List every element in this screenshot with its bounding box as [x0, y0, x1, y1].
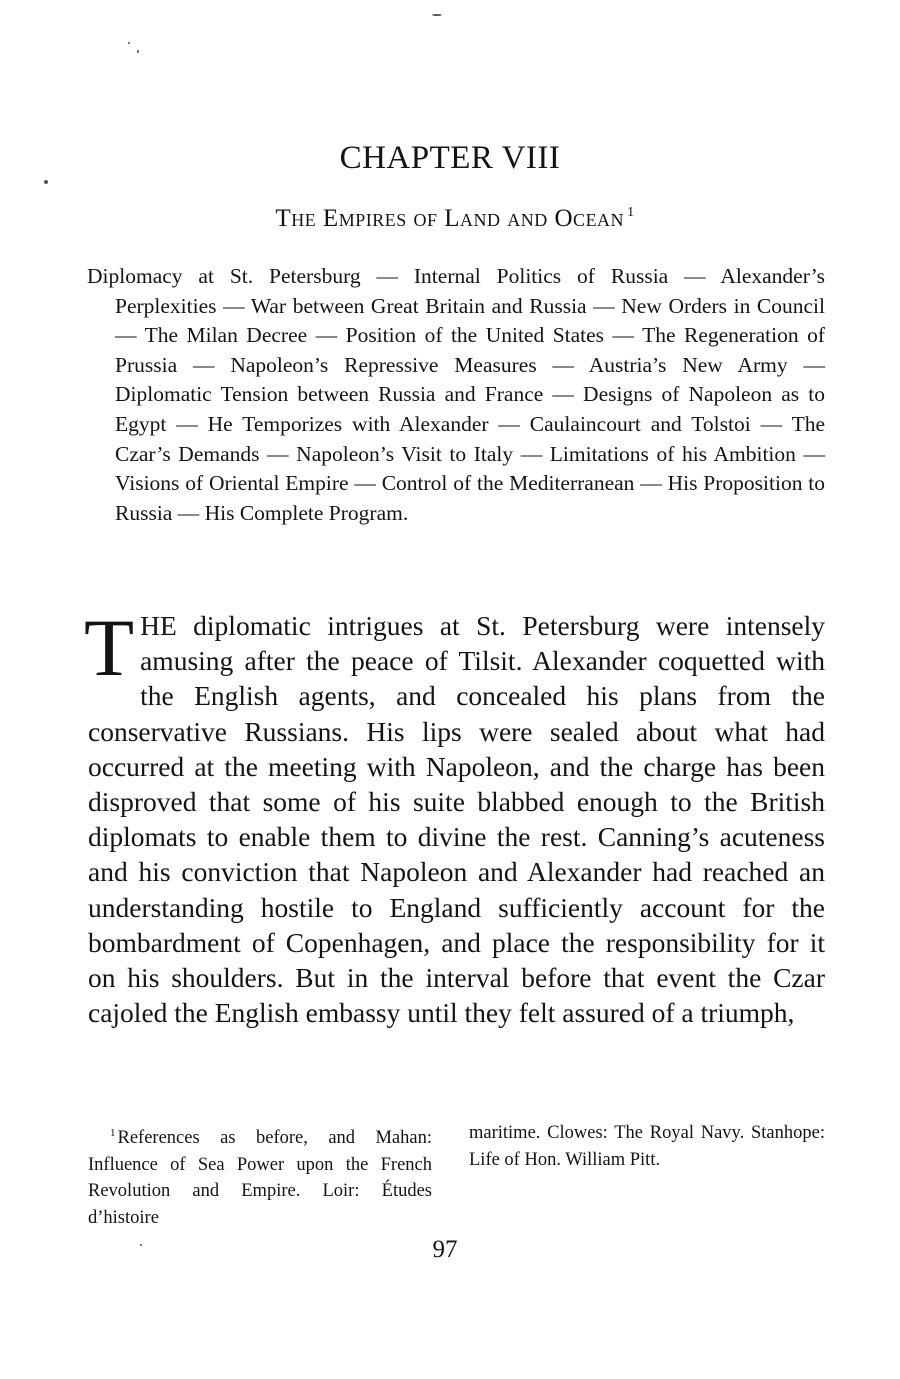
chapter-title-text: The Empires of Land and Ocean [275, 205, 625, 232]
chapter-heading: CHAPTER VIII [339, 140, 561, 176]
scan-speck [128, 42, 130, 44]
body-paragraph [84, 602, 825, 1030]
scan-speck [137, 50, 139, 53]
footnote [88, 1120, 825, 1231]
scan-speck [44, 180, 48, 184]
footnote-marker: 1 [110, 1127, 116, 1139]
footnote-left-text: References as before, and Mahan: Influence of Sea Power upon the French Revolution and Empire. Loir: Études d’histoire [88, 1128, 432, 1228]
chapter-summary: Diplomacy at St. Petersburg — Internal Politics of Russia — Alexander’s Perplexities — War between Great Britain and Russia — New Orders in Council — The Milan Decree — Position of the United States — The Regeneration of Prussia — Napoleon’s Repressive Measures — Austria’s New Army — Diplomatic Tension between Russia and France — Designs of Napoleon as to Egypt — He Temporizes with Alexander — Caulaincourt and Tolstoi — The Czar’s Demands — Napoleon’s Visit to Italy — Limitations of his Ambition — Visions of Oriental Empire — Control of the Mediterranean — His Proposition to Russia — His Complete Program. [87, 264, 825, 525]
footnote-right-column: maritime. Clowes: The Royal Navy. Stanhope: Life of Hon. William Pitt. [469, 1123, 825, 1170]
page-number: 97 [432, 1236, 458, 1263]
scan-speck [432, 14, 442, 16]
chapter-title [0, 205, 900, 233]
footnote-left-column [88, 1120, 432, 1231]
drop-cap: T [84, 602, 135, 693]
footnote-reference: 1 [627, 205, 635, 220]
body-text: HE diplomatic intrigues at St. Petersburg were intensely amusing after the peace of Tilsit. Alexander coquetted with the English agents, and concealed his plans from the conservative Russians. His lips were sealed about what had occurred at the meeting with Napoleon, and the charge has been disproved that some of his suite blabbed enough to the British diplomats to enable them to divine the rest. Canning’s acuteness and his conviction that Napoleon and Alexander had reached an understanding hostile to England sufficiently account for the bombardment of Copenhagen, and place the responsibility for it on his shoulders. But in the interval before that event the Czar cajoled the English embassy until they felt assured of a triumph, [88, 610, 825, 1029]
